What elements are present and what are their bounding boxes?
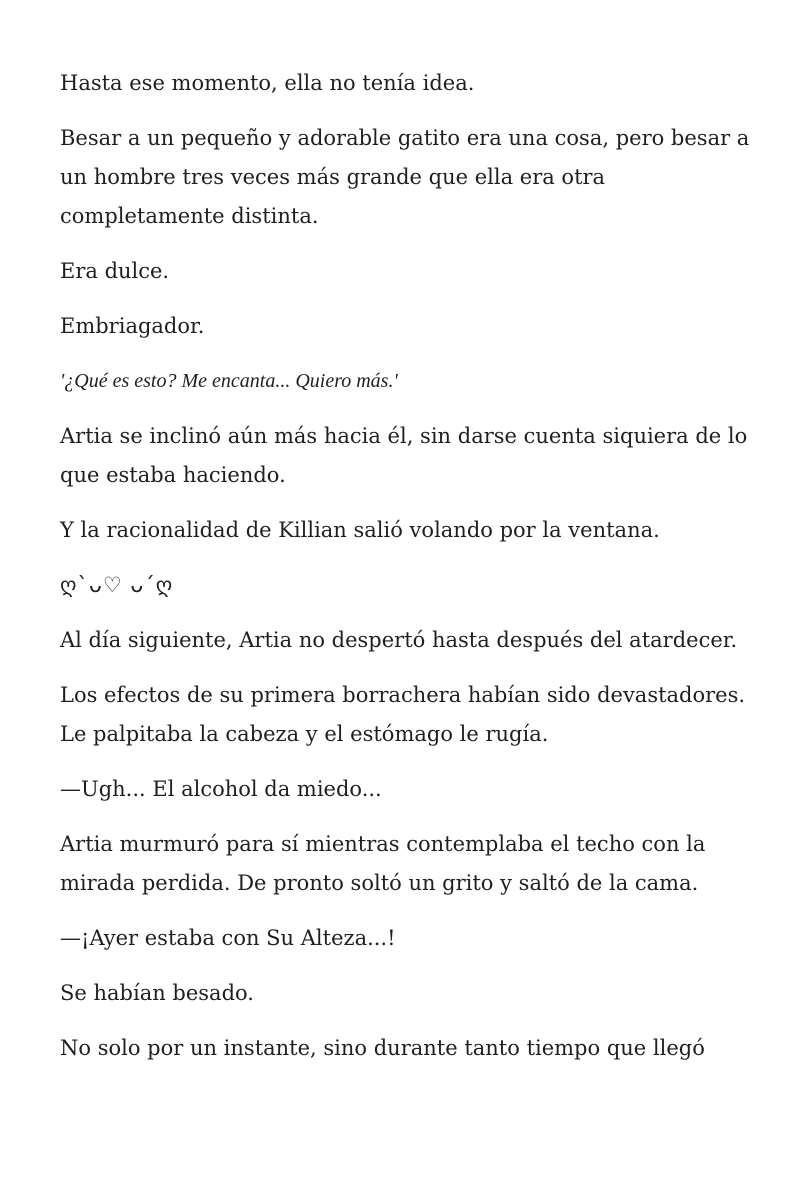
inner-thought: '¿Qué es esto? Me encanta... Quiero más.' xyxy=(60,370,398,392)
paragraph: Era dulce. xyxy=(60,259,170,283)
paragraph: Artia se inclinó aún más hacia él, sin darse cuenta siquiera de lo que estaba haciendo. xyxy=(60,424,748,487)
scene-separator: ღ`ᴗ♡ ᴗ´ღ xyxy=(60,573,174,597)
paragraph: Al día siguiente, Artia no despertó hasta después del atardecer. xyxy=(60,628,738,652)
paragraph: Artia murmuró para sí mientras contemplaba el techo con la mirada perdida. De pronto soltó un grito y saltó de la cama. xyxy=(60,832,706,895)
paragraph: Hasta ese momento, ella no tenía idea. xyxy=(60,71,475,95)
dialogue-line: —¡Ayer estaba con Su Alteza...! xyxy=(60,926,396,950)
paragraph: Embriagador. xyxy=(60,314,205,338)
paragraph: Besar a un pequeño y adorable gatito era una cosa, pero besar a un hombre tres veces más grande que ella era otra completamente distinta. xyxy=(60,126,750,228)
dialogue-line: —Ugh... El alcohol da miedo... xyxy=(60,777,382,801)
paragraph: No solo por un instante, sino durante tanto tiempo que llegó xyxy=(60,1036,705,1060)
paragraph: Se habían besado. xyxy=(60,981,254,1005)
document-body xyxy=(60,64,750,1084)
paragraph: Los efectos de su primera borrachera habían sido devastadores. Le palpitaba la cabeza y el estómago le rugía. xyxy=(60,683,746,746)
paragraph: Y la racionalidad de Killian salió volando por la ventana. xyxy=(60,518,660,542)
